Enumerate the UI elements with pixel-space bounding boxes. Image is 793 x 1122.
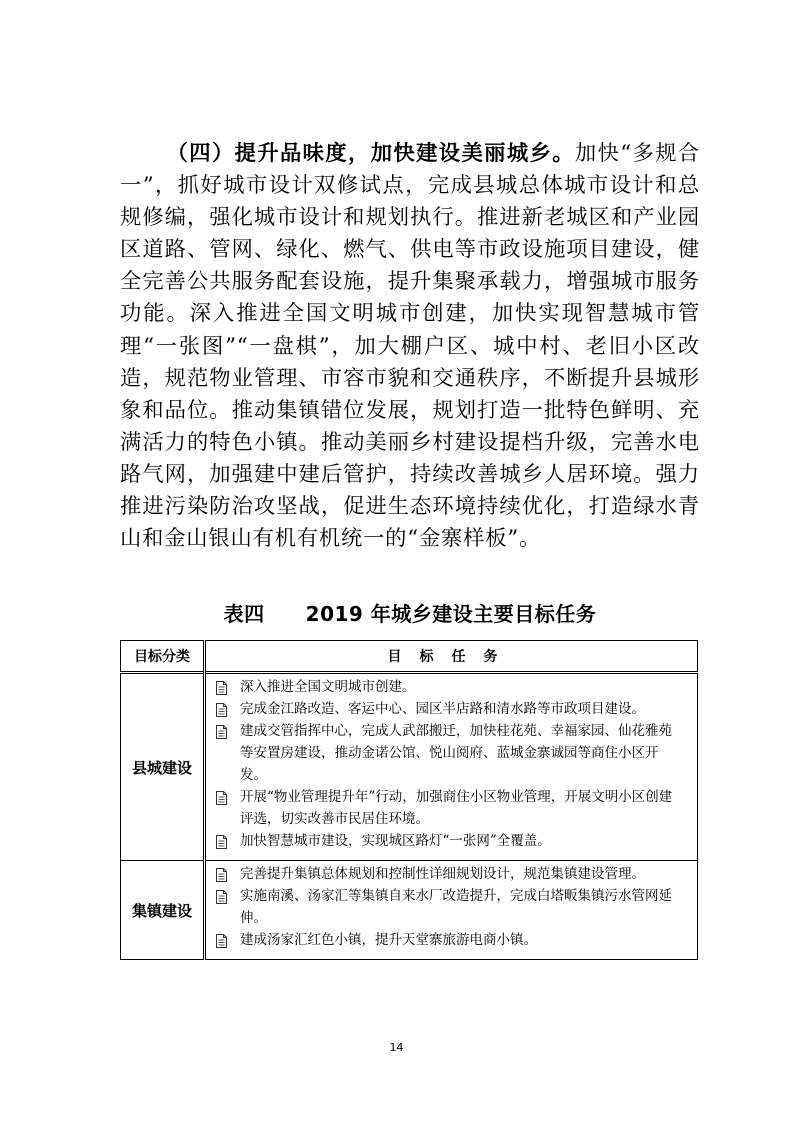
table-title: 表四 2019 年城乡建设主要目标任务 <box>223 602 597 626</box>
document-icon <box>216 889 227 903</box>
body-paragraph <box>120 138 700 555</box>
task-item <box>214 720 683 786</box>
tasks-header: 目标任务 <box>205 641 698 673</box>
document-icon <box>216 834 227 848</box>
task-text: 建成汤家汇红色小镇，提升天堂寨旅游电商小镇。 <box>240 932 537 948</box>
goals-table <box>120 640 698 960</box>
document-icon <box>216 933 227 947</box>
task-list <box>214 676 683 852</box>
document-icon <box>216 867 227 881</box>
paragraph-body: 加快“多规合一”，抓好城市设计双修试点，完成县城总体城市设计和总规修编，强化城市设计和规划执行。推进新老城区和产业园区道路、管网、绿化、燃气、供电等市政设施项目建设，健全完善公共服务配套设施，提升集聚承载力，增强城市服务功能。深入推进全国文明城市创建，加快实现智慧城市管理“一张图”“一盘棋”，加大棚户区、城中村、老旧小区改造，规范物业管理、市容市貌和交通秩序，不断提升县城形象和品位。推动集镇错位发展，规划打造一批特色鲜明、充满活力的特色小镇。推动美丽乡村建设提档升级，完善水电路气网，加强建中建后管护，持续改善城乡人居环境。强力推进污染防治攻坚战，促进生态环境持续优化，打造绿水青山和金山银山有机有机统一的“金寨样板”。 <box>120 141 700 552</box>
category-header: 目标分类 <box>121 641 205 673</box>
document-icon <box>216 680 227 694</box>
task-text: 建成交管指挥中心，完成人武部搬迁，加快桂花苑、幸福家园、仙花雅苑等安置房建设，推动金诺公馆、悦山阅府、蓝城金寨诚园等商住小区开发。 <box>240 723 672 783</box>
task-item <box>214 863 683 885</box>
table-row <box>121 673 698 861</box>
task-item <box>214 698 683 720</box>
document-icon <box>216 724 227 738</box>
task-item <box>214 929 683 951</box>
task-list <box>214 863 683 951</box>
table-header-row <box>121 641 698 673</box>
category-cell: 县城建设 <box>121 673 205 861</box>
task-text: 实施南溪、汤家汇等集镇自来水厂改造提升，完成白塔畈集镇污水管网延伸。 <box>240 888 672 926</box>
task-text: 完成金江路改造、客运中心、园区半店路和清水路等市政项目建设。 <box>240 701 645 717</box>
document-icon <box>216 790 227 804</box>
paragraph-lead: （四）提升品味度，加快建设美丽城乡。 <box>166 141 575 166</box>
task-item <box>214 786 683 830</box>
table-row <box>121 861 698 960</box>
tasks-cell <box>205 861 698 960</box>
task-item <box>214 885 683 929</box>
task-text: 深入推进全国文明城市创建。 <box>240 679 416 695</box>
category-cell: 集镇建设 <box>121 861 205 960</box>
task-text: 加快智慧城市建设，实现城区路灯“一张网”全覆盖。 <box>240 833 551 849</box>
task-text: 开展“物业管理提升年”行动，加强商住小区物业管理，开展文明小区创建评选，切实改善市民居住环境。 <box>240 789 673 827</box>
document-icon <box>216 702 227 716</box>
task-item <box>214 676 683 698</box>
tasks-cell <box>205 673 698 861</box>
task-text: 完善提升集镇总体规划和控制性详细规划设计，规范集镇建设管理。 <box>240 866 645 882</box>
task-item <box>214 830 683 852</box>
page-number: 14 <box>389 1041 404 1054</box>
